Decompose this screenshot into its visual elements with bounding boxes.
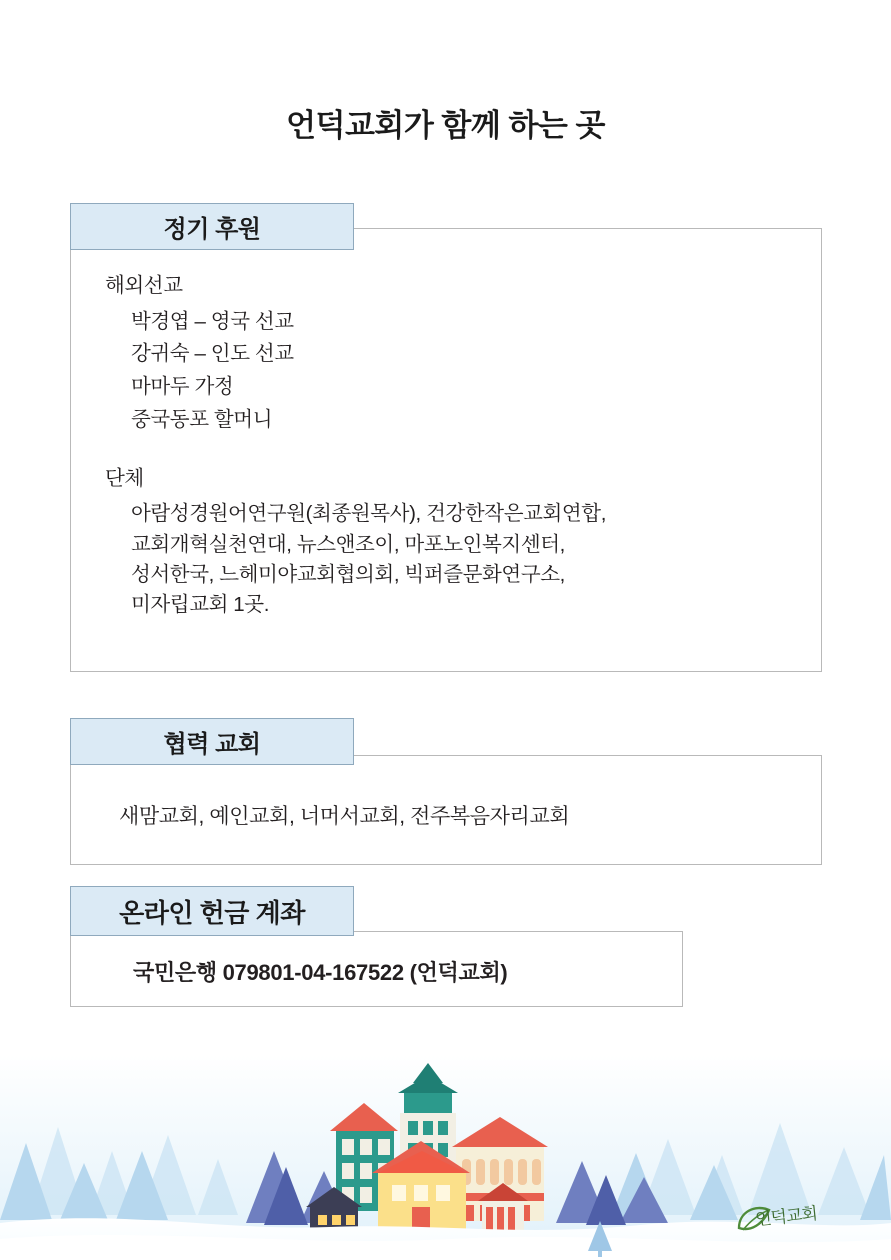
list-item: 미자립교회 1곳. — [131, 593, 270, 617]
partner-churches-text: 새맘교회, 예인교회, 너머서교회, 전주복음자리교회 — [119, 805, 570, 828]
list-item: 성서한국, 느헤미야교회협의회, 빅퍼즐문화연구소, — [131, 562, 565, 586]
list-item: 강귀숙 – 인도 선교 — [131, 342, 294, 366]
section-tab-partner-churches: 협력 교회 — [70, 718, 354, 765]
online-account-text: 국민은행 079801-04-167522 (언덕교회) — [133, 960, 508, 985]
list-item: 마마두 가정 — [131, 375, 234, 399]
group-heading-overseas: 해외선교 — [105, 274, 183, 297]
page-title: 언덕교회가 함께 하는 곳 — [286, 108, 605, 143]
list-item: 중국동포 할머니 — [131, 407, 273, 431]
section-tab-regular-support: 정기 후원 — [70, 203, 354, 250]
church-logo — [733, 1194, 853, 1242]
logo-text: 언덕교회 — [754, 1203, 818, 1230]
list-item: 아람성경원어연구원(최종원목사), 건강한작은교회연합, — [131, 502, 607, 526]
section-online-account — [70, 931, 683, 1007]
list-item: 교회개혁실천연대, 뉴스앤조이, 마포노인복지센터, — [131, 532, 565, 556]
list-item: 박경엽 – 영국 선교 — [131, 309, 294, 333]
group-heading-organizations: 단체 — [105, 466, 144, 490]
group-spacer — [105, 438, 803, 464]
regular-support-body — [105, 271, 803, 621]
section-partner-churches — [70, 755, 822, 865]
section-tab-online-account: 온라인 헌금 계좌 — [70, 886, 354, 936]
organizations-list — [131, 499, 803, 620]
section-regular-support — [70, 228, 822, 672]
overseas-mission-list — [105, 307, 803, 435]
